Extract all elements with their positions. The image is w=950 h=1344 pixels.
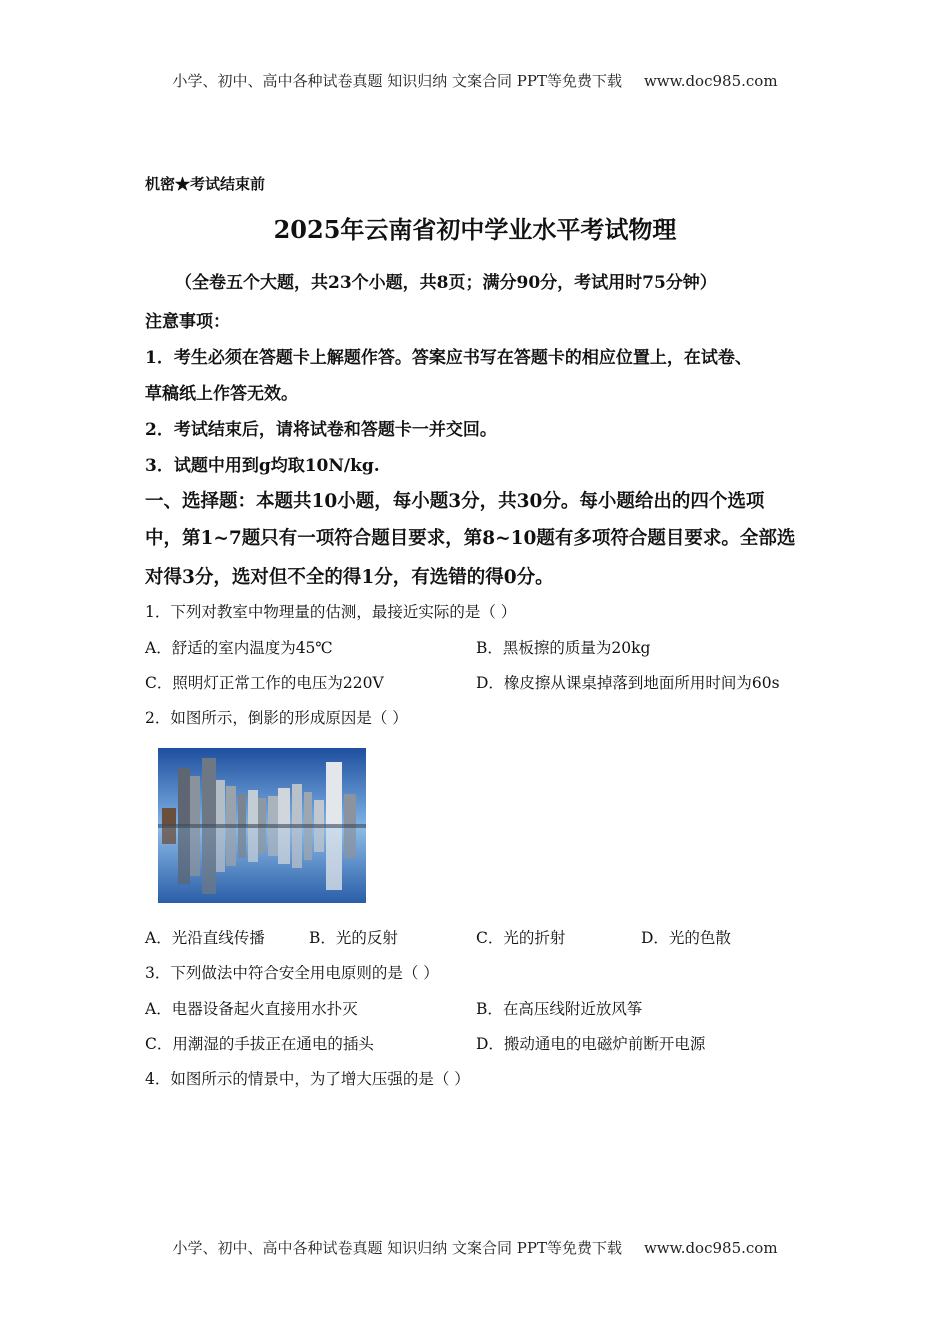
exam-info: （全卷五个大题，共23个小题，共8页；满分90分，考试用时75分钟） bbox=[175, 273, 717, 293]
q3-option-a: A．电器设备起火直接用水扑灭 bbox=[145, 1000, 358, 1018]
confidential-label: 机密★考试结束前 bbox=[145, 175, 266, 193]
city-reflection-image bbox=[158, 748, 366, 903]
section1-line-1: 一、选择题：本题共10小题，每小题3分，共30分。每小题给出的四个选项 bbox=[145, 491, 765, 512]
q3-option-b: B．在高压线附近放风筝 bbox=[476, 1000, 643, 1018]
q2-option-d: D．光的色散 bbox=[641, 929, 731, 947]
q1-stem: 1．下列对教室中物理量的估测，最接近实际的是（ ） bbox=[145, 603, 517, 621]
q3-option-c: C．用潮湿的手拔正在通电的插头 bbox=[145, 1035, 374, 1053]
q4-stem: 4．如图所示的情景中，为了增大压强的是（ ） bbox=[145, 1070, 470, 1088]
q3-stem: 3．下列做法中符合安全用电原则的是（ ） bbox=[145, 964, 439, 982]
q1-option-c: C．照明灯正常工作的电压为220V bbox=[145, 674, 384, 692]
footer-url[interactable]: www.doc985.com bbox=[643, 1239, 778, 1257]
section1-line-3: 对得3分，选对但不全的得1分，有选错的得0分。 bbox=[145, 567, 554, 588]
note-item-1-line-1: 1．考生必须在答题卡上解题作答。答案应书写在答题卡的相应位置上，在试卷、 bbox=[145, 348, 752, 368]
exam-title: 2025年云南省初中学业水平考试物理 bbox=[273, 215, 677, 244]
section1-line-2: 中，第1~7题只有一项符合题目要求，第8~10题有多项符合题目要求。全部选 bbox=[145, 528, 796, 549]
notes-heading: 注意事项： bbox=[145, 312, 230, 332]
q1-option-d: D．橡皮擦从课桌掉落到地面所用时间为60s bbox=[476, 674, 780, 692]
q2-stem: 2．如图所示，倒影的形成原因是（ ） bbox=[145, 709, 408, 727]
header-text: 小学、初中、高中各种试卷真题 知识归纳 文案合同 PPT等免费下载 bbox=[172, 72, 622, 90]
q1-option-a: A．舒适的室内温度为45℃ bbox=[145, 639, 333, 657]
note-item-3: 3．试题中用到g均取10N/kg. bbox=[145, 456, 380, 476]
q1-option-b: B．黑板擦的质量为20kg bbox=[476, 639, 651, 657]
q2-option-c: C．光的折射 bbox=[476, 929, 566, 947]
q3-option-d: D．搬动通电的电磁炉前断开电源 bbox=[476, 1035, 706, 1053]
q2-option-b: B．光的反射 bbox=[309, 929, 398, 947]
page-footer bbox=[0, 1237, 950, 1258]
q2-option-a: A．光沿直线传播 bbox=[145, 929, 265, 947]
note-item-1-line-2: 草稿纸上作答无效。 bbox=[145, 384, 298, 404]
footer-text: 小学、初中、高中各种试卷真题 知识归纳 文案合同 PPT等免费下载 bbox=[172, 1239, 622, 1257]
note-item-2: 2．考试结束后，请将试卷和答题卡一并交回。 bbox=[145, 420, 497, 440]
header-url[interactable]: www.doc985.com bbox=[643, 72, 778, 90]
page-header bbox=[0, 70, 950, 91]
